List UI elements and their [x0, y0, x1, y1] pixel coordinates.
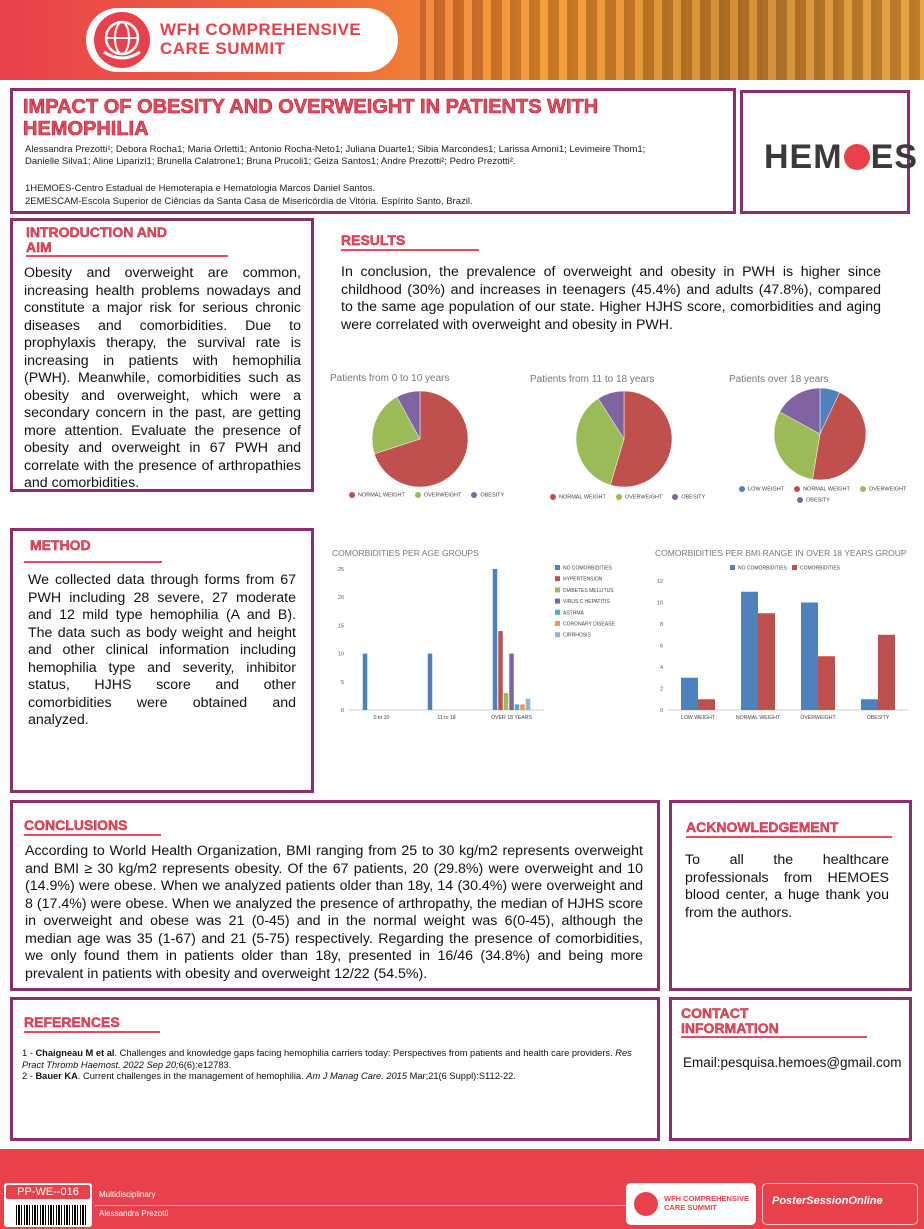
bar — [498, 631, 503, 710]
x-tick-label: 0 to 10 — [373, 715, 390, 721]
intro-text: Obesity and overweight are common, increasing health problems nowadays and constitute a major risk for serious chronic diseases and comorbidities. Due to prophylaxis therapy, the survival rate is increasing in patients with hemophilia (PWH). Meanwhile, comorbidities such as obesity and overweight, which were a secondary concern in the past, are getting more attention. Evaluate the presence of obesity and overweight in 67 PWH and correlate with the presence of arthropathies and comorbidities. — [24, 265, 301, 491]
y-tick-label: 10 — [656, 600, 663, 607]
y-tick-label: 0 — [340, 708, 344, 714]
hemoes-logo-left: HEM — [764, 138, 843, 176]
pie2-svg — [526, 366, 718, 510]
footer-presenter: Alessandra Prezotti — [99, 1209, 169, 1218]
legend-swatch-icon — [555, 632, 560, 637]
y-tick-label: 4 — [659, 665, 663, 671]
y-tick-label: 2 — [659, 686, 663, 693]
footer-band — [0, 1149, 924, 1181]
bar — [526, 699, 531, 710]
bar — [363, 654, 368, 710]
ref2-text: . Current challenges in the management of hemophilia. — [77, 1071, 307, 1081]
bar — [515, 704, 520, 710]
header-banner — [0, 0, 924, 80]
intro-heading-line2: AIM — [26, 240, 228, 257]
legend-label: DIABETES MELLITUS — [563, 587, 614, 594]
bar — [504, 693, 509, 710]
legend-dot-icon — [860, 486, 866, 492]
reference-2 — [22, 1071, 642, 1083]
x-tick-label: OBESITY — [866, 715, 890, 721]
bar — [878, 635, 895, 710]
legend-swatch-icon — [730, 565, 735, 570]
hemoes-logo — [764, 138, 918, 177]
affiliation-2: 2EMESCAM-Escola Superior de Ciências da Santa Casa de Misericórdia de Vitória. Espírito Santo, Brazil. — [25, 196, 473, 207]
pie2-legend — [550, 494, 705, 500]
pie1-legend-normal — [349, 492, 405, 498]
y-tick-label: 15 — [337, 623, 344, 630]
bar — [681, 678, 698, 710]
affiliation-1: 1HEMOES-Centro Estadual de Hemoterapia e Hematologia Marcos Daniel Santos. — [25, 183, 376, 194]
ref2-tail: Mar;21(6 Suppl):S112-22. — [407, 1071, 516, 1081]
conclusions-text: According to World Health Organization, BMI ranging from 25 to 30 kg/m2 represents overweight and BMI ≥ 30 kg/m2 represents obesity. Of the 67 patients, 20 (29.8%) were overweight and 10 (14.9%) were obese. When we analyzed patients older than 18y, 14 (30.4%) were overweight and 8 (17.4%) were obese. When we analyzed the presence of arthropathy, the median of HJHS score in overweight and obese was 21 (0-45) and in the normal weight was 6(0-45), although the median age was 35 (1-67) and 21 (5-75) respectively. Regarding the presence of comorbidities, we only found them in patients older than 18y, presented in 16/46 (34.8%) and being more prevalent in patients with obesity and overweight 12/22 (54.5%). — [25, 843, 643, 982]
bar2-title: COMORBIDITIES PER BMI RANGE IN OVER 18 YEARS GROUP — [655, 548, 907, 558]
pie1-legend-normal-label: NORMAL WEIGHT — [358, 492, 405, 499]
legend-label: COMORBIDITIES — [800, 565, 841, 572]
legend-swatch-icon — [555, 599, 560, 604]
bar — [818, 656, 835, 710]
bar — [698, 699, 715, 710]
authors — [25, 144, 725, 167]
bar — [428, 654, 433, 710]
legend-dot-icon — [471, 492, 477, 498]
legend-swatch-icon — [555, 565, 560, 570]
ref1-text: . Challenges and knowledge gaps facing hemophilia carriers today: Perspectives from patients and health care providers. — [114, 1048, 616, 1058]
references-underline — [24, 1031, 160, 1033]
pie-chart-0-10 — [327, 366, 519, 510]
ref1-journal: Res Pract Thromb Haemost. 2022 Sep 20; — [22, 1048, 632, 1070]
intro-heading-line1: INTRODUCTION AND — [26, 224, 168, 240]
legend-swatch-icon — [555, 587, 560, 592]
pie1-title: Patients from 0 to 10 years — [330, 373, 450, 384]
legend-swatch-icon — [555, 621, 560, 626]
y-tick-label: 5 — [340, 679, 344, 686]
logo-line2: CARE SUMMIT — [160, 39, 286, 58]
pie3-title: Patients over 18 years — [729, 374, 829, 385]
y-tick-label: 20 — [337, 595, 344, 602]
contact-heading-line1: CONTACT — [681, 1005, 749, 1021]
ref2-journal: Am J Manag Care. 2015 — [306, 1071, 408, 1081]
pie3-legend-low — [739, 486, 784, 492]
reference-1 — [22, 1048, 642, 1071]
bar2-svg — [650, 540, 916, 730]
results-heading: RESULTS — [341, 233, 479, 251]
pie3-legend-overweight — [860, 486, 907, 492]
globe-hand-icon — [94, 12, 150, 68]
bar — [493, 569, 498, 710]
method-heading: METHOD — [30, 537, 91, 553]
ref1-tail: 6(6):e12783. — [178, 1059, 232, 1070]
contact-heading-line2: INFORMATION — [681, 1021, 867, 1038]
legend-swatch-icon — [555, 610, 560, 615]
pie2-legend-overweight — [616, 494, 663, 500]
hemoes-logo-right: ES — [870, 138, 918, 176]
legend-dot-icon — [672, 494, 678, 500]
blood-drop-heart-icon — [844, 144, 870, 170]
footer-globe-icon — [634, 1192, 658, 1216]
pie1-legend-overweight — [415, 492, 462, 498]
x-tick-label: LOW WEIGHT — [680, 715, 716, 721]
poster-code: PP-WE--016 — [6, 1185, 90, 1199]
y-tick-label: 25 — [337, 567, 344, 573]
pie3-legend-obesity-label: OBESITY — [806, 497, 830, 504]
pie3-legend-low-label: LOW WEIGHT — [748, 486, 785, 493]
legend-label: NO COMORBIDITIES — [563, 565, 612, 572]
bar1-svg — [327, 540, 627, 730]
contact-email: Email:pesquisa.hemoes@gmail.com — [683, 1055, 902, 1070]
method-underline — [24, 561, 162, 563]
logo-line1: WFH COMPREHENSIVE — [160, 20, 362, 39]
x-tick-label: OVER 18 YEARS — [491, 715, 532, 721]
summit-logo-text — [160, 20, 361, 58]
legend-dot-icon — [415, 492, 421, 498]
authors-line2: Danielle Silva1; Aline Liparizi1; Brunella Calatrone1; Bruna Prucoli1; Geiza Santos1; Andre Prezotti²; Pedro Prezotti². — [25, 155, 516, 167]
pie3-legend-obesity — [797, 497, 830, 503]
pie2-legend-obesity — [672, 494, 705, 500]
pie1-legend-overweight-label: OVERWEIGHT — [423, 492, 462, 499]
legend-label: HYPERTENSION — [563, 576, 603, 583]
y-tick-label: 8 — [659, 622, 663, 628]
contact-heading — [681, 1006, 901, 1039]
pie3-legend-2 — [797, 497, 830, 503]
bar1-title: COMORBIDITIES PER AGE GROUPS — [332, 548, 479, 558]
x-tick-label: OVERWEIGHT — [800, 715, 836, 721]
poster-title — [23, 96, 723, 140]
pie1-legend-obesity-label: OBESITY — [480, 492, 505, 499]
legend-label: CIRRHOSIS — [563, 632, 591, 639]
conclusions-heading: CONCLUSIONS — [24, 817, 128, 833]
pie2-legend-normal-label: NORMAL WEIGHT — [559, 494, 606, 501]
legend-label: NO COMORBIDITIES — [738, 565, 787, 572]
pie3-legend — [739, 486, 906, 492]
acknowledgement-heading: ACKNOWLEDGEMENT — [686, 820, 892, 838]
x-tick-label: NORMAL WEIGHT — [735, 715, 781, 721]
bar — [758, 613, 775, 710]
bar — [801, 603, 818, 711]
legend-dot-icon — [797, 497, 803, 503]
references-heading: REFERENCES — [24, 1014, 120, 1030]
x-tick-label: 11 to 18 — [437, 715, 456, 721]
bar-chart-age-groups — [327, 540, 627, 730]
results-text: In conclusion, the prevalence of overweight and obesity in PWH is higher since childhood (30%) and increases in teenagers (45.4%) and adults (47.8%), compared to the same age population of our state. Higher HJHS score, comorbidities and aging were correlated with overweight and obesity in PWH. — [341, 264, 881, 333]
authors-line1: Alessandra Prezotti¹; Debora Rocha1; Maria Orletti1; Antonio Rocha-Neto1; Juliana Duarte1; Sibia Marcondes1; Larissa Arnoni1; Levimeire Thom1; — [25, 144, 646, 155]
y-tick-label: 10 — [337, 651, 344, 658]
legend-label: VIRUS C HEPATITIS — [563, 599, 610, 606]
legend-dot-icon — [739, 486, 745, 492]
ref1-num: 1 - — [22, 1048, 36, 1058]
bar-chart-bmi-range — [650, 540, 916, 730]
legend-dot-icon — [550, 494, 556, 500]
ref2-author: Bauer KA — [35, 1071, 78, 1081]
pie2-title: Patients from 11 to 18 years — [530, 374, 655, 385]
method-text: We collected data through forms from 67 PWH including 28 severe, 27 moderate and 12 mild type hemophilia (A and B). The data such as body weight and height and other clinical information including hemophilia type and severity, inhibitor status, HJHS score and other comorbidities were obtained and analyzed. — [28, 572, 296, 728]
legend-label: CORONARY DISEASE — [563, 621, 615, 628]
pie-chart-11-18 — [526, 366, 718, 510]
barcode-icon — [16, 1205, 88, 1225]
pie2-legend-overweight-label: OVERWEIGHT — [624, 494, 663, 501]
city-photo — [420, 0, 924, 80]
pie3-legend-normal-label: NORMAL WEIGHT — [803, 486, 850, 493]
pie1-legend — [349, 492, 504, 498]
ref1-author: Chaigneau M et al — [35, 1048, 115, 1058]
legend-swatch-icon — [792, 565, 797, 570]
affiliations — [25, 182, 725, 208]
bar — [509, 654, 514, 710]
bar — [741, 592, 758, 710]
title-line1: IMPACT OF OBESITY AND OVERWEIGHT IN PATIENTS WITH — [23, 96, 599, 118]
pie2-legend-normal — [550, 494, 606, 500]
pie3-legend-normal — [794, 486, 850, 492]
footer-summit-text — [664, 1194, 749, 1212]
pie1-legend-obesity — [471, 492, 504, 498]
pie2-legend-obesity-label: OBESITY — [681, 494, 706, 501]
brand-logo: PosterSessionOnline — [772, 1195, 883, 1207]
bar — [861, 699, 878, 710]
legend-swatch-icon — [555, 576, 560, 581]
y-tick-label: 6 — [659, 643, 663, 650]
y-tick-label: 12 — [656, 579, 663, 585]
footer-logo-line2: CARE SUMMIT — [664, 1203, 717, 1212]
conclusions-underline — [24, 834, 161, 836]
pie3-legend-overweight-label: OVERWEIGHT — [868, 486, 907, 493]
bar — [520, 704, 525, 710]
footer-logo-line1: WFH COMPREHENSIVE — [664, 1194, 750, 1203]
footer-category: Multidisciplinary — [99, 1190, 156, 1199]
legend-dot-icon — [349, 492, 355, 498]
title-line2: HEMOPHILIA — [23, 118, 149, 140]
legend-dot-icon — [616, 494, 622, 500]
y-tick-label: 0 — [659, 708, 663, 714]
acknowledgement-text: To all the healthcare professionals from HEMOES blood center, a huge thank you from the authors. — [685, 852, 889, 921]
pie-chart-over-18 — [727, 366, 919, 510]
intro-heading — [26, 225, 228, 258]
legend-label: ASTHMA — [563, 610, 584, 617]
ref2-num: 2 - — [22, 1071, 36, 1081]
pie1-svg — [327, 366, 519, 510]
legend-dot-icon — [794, 486, 800, 492]
